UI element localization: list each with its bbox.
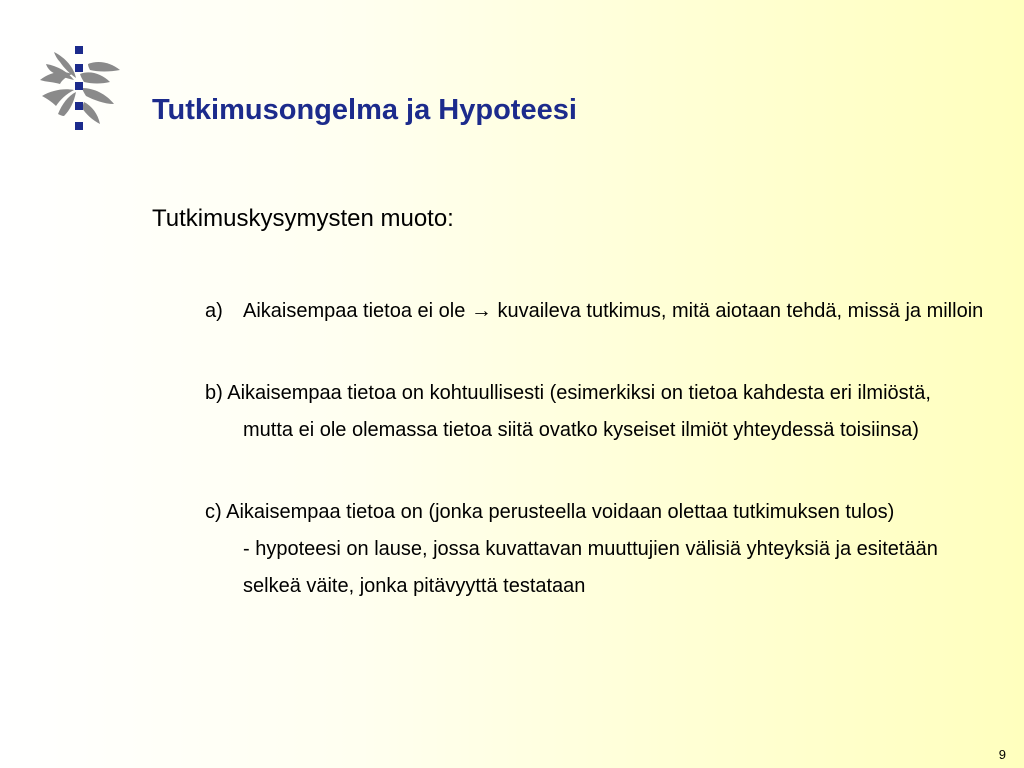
university-flame-logo-icon bbox=[36, 44, 126, 136]
page-number: 9 bbox=[998, 747, 1006, 762]
slide-title: Tutkimusongelma ja Hypoteesi bbox=[152, 94, 577, 126]
list-item-a-marker: a) bbox=[205, 300, 223, 322]
list-item-a-text-after-arrow: kuvaileva tutkimus, mitä aiotaan tehdä, missä ja milloin bbox=[497, 300, 984, 322]
list-item-a-text-before-arrow: Aikaisempaa tietoa ei ole bbox=[243, 300, 466, 322]
list-item-c-hypothesis-detail: - hypoteesi on lause, jossa kuvattavan muuttujien välisiä yhteyksiä ja esitetään selkeä väite, jonka pitävyyttä testataan bbox=[243, 538, 938, 597]
list-item-b: b) Aikaisempaa tietoa on kohtuullisesti (esimerkiksi on tietoa kahdesta eri ilmiöstä, mutta ei ole olemassa tietoa siitä ovatko kyseiset ilmiöt yhteydessä toisiinsa) bbox=[205, 382, 931, 441]
list-spacer bbox=[205, 449, 985, 494]
list-item-c: c) Aikaisempaa tietoa on (jonka perusteella voidaan olettaa tutkimuksen tulos) bbox=[205, 501, 895, 523]
list-spacer bbox=[205, 330, 985, 375]
research-question-list bbox=[205, 292, 985, 605]
right-arrow-icon: → bbox=[470, 299, 492, 322]
list-item-a bbox=[205, 292, 985, 330]
slide-subtitle: Tutkimuskysymysten muoto: bbox=[152, 205, 454, 232]
